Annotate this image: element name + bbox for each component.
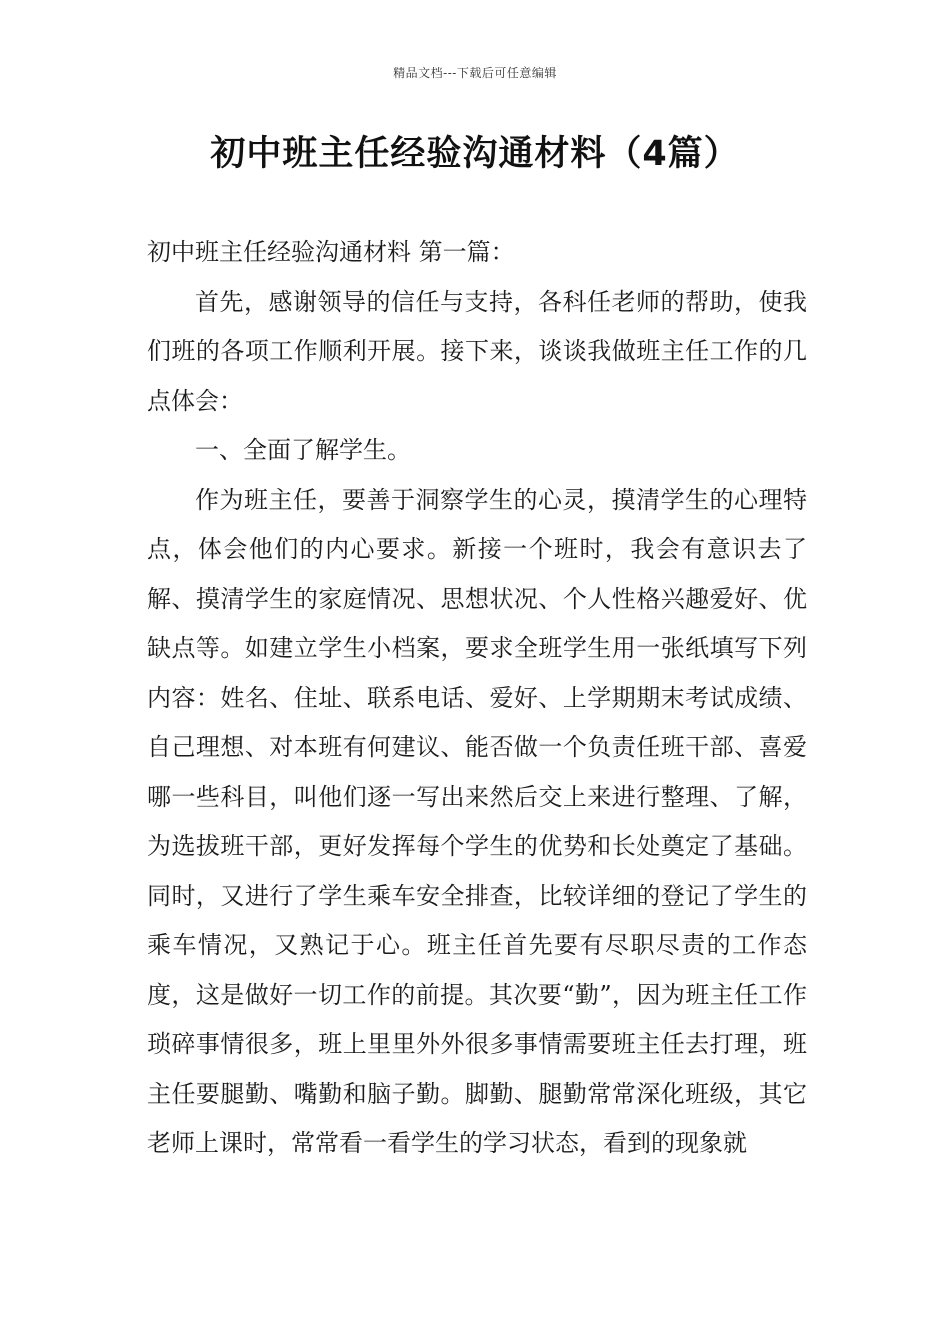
paragraph-heading-one: 一、全面了解学生。: [195, 436, 411, 464]
document-body: [147, 228, 807, 1169]
paragraph-main: 作为班主任，要善于洞察学生的心灵，摸清学生的心理特点，体会他们的内心要求。新接一个班时，我会有意识去了解、摸清学生的家庭情况、思想状况、个人性格兴趣爱好、优缺点等。如建立学生小档案，要求全班学生用一张纸填写下列内容：姓名、住址、联系电话、爱好、上学期期末考试成绩、自己理想、对本班有何建议、能否做一个负责任班干部、喜爱哪一些科目，叫他们逐一写出来然后交上来进行整理、了解，为选拔班干部，更好发挥每个学生的优势和长处奠定了基础。同时，又进行了学生乘车安全排查，比较详细的登记了学生的乘车情况，又熟记于心。班主任首先要有尽职尽责的工作态度，这是做好一切工作的前提。其次要“勤”，因为班主任工作琐碎事情很多，班上里里外外很多事情需要班主任去打理，班主任要腿勤、嘴勤和脑子勤。脚勤、腿勤常常深化班级，其它老师上课时，常常看一看学生的学习状态，看到的现象就: [147, 485, 807, 1157]
paragraph-intro: 首先，感谢领导的信任与支持，各科任老师的帮助，使我们班的各项工作顺利开展。接下来，谈谈我做班主任工作的几点体会：: [147, 287, 807, 415]
header-note: 精品文档---下载后可任意编辑: [393, 66, 557, 80]
section-title: 初中班主任经验沟通材料 第一篇：: [147, 238, 515, 266]
document-title: 初中班主任经验沟通材料（4篇）: [210, 134, 740, 174]
